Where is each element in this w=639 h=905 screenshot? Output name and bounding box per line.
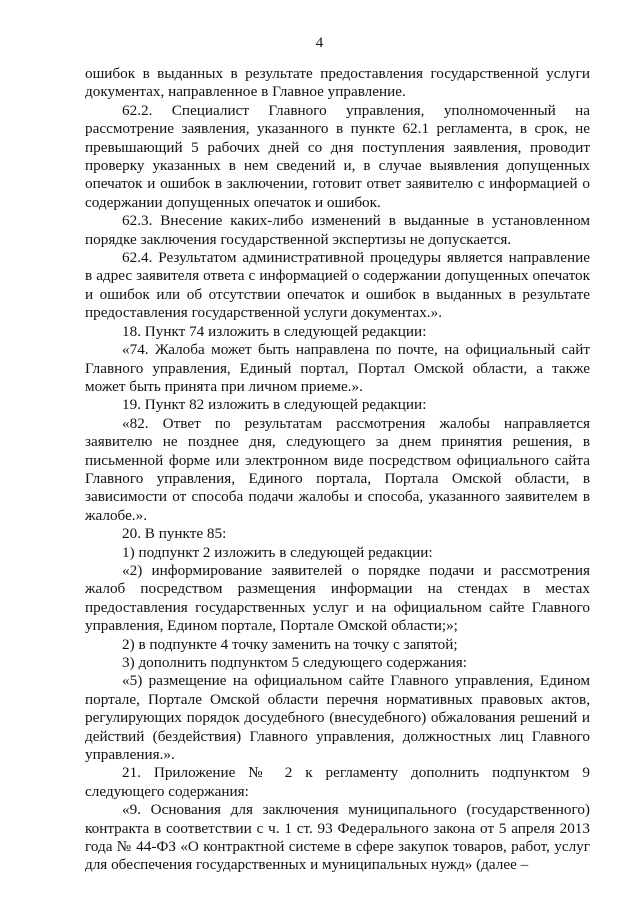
paragraph-subitem-2: 2) в подпункте 4 точку заменить на точку с запятой; <box>122 635 458 653</box>
document-body <box>85 65 590 875</box>
paragraph-quote-74: «74. Жалоба может быть направлена по почте, на официальный сайт Главного управления, Единый портал, Портал Омской области, а также может быть принята при личном приеме.». <box>85 341 590 395</box>
paragraph-item-21: 21. Приложение № 2 к регламенту дополнить подпунктом 9 следующего содержания: <box>85 764 590 800</box>
page-number: 4 <box>315 35 324 51</box>
paragraph-subitem-3: 3) дополнить подпунктом 5 следующего содержания: <box>122 654 467 671</box>
paragraph-item-20: 20. В пункте 85: <box>122 525 227 543</box>
paragraph-62-3: 62.3. Внесение каких-либо изменений в выданные в установленном порядке заключения государственной экспертизы не допускается. <box>85 212 590 248</box>
paragraph-quote-82: «82. Ответ по результатам рассмотрения жалобы направляется заявителю не позднее дня, следующего за днем принятия решения, в письменной форме или электронном виде посредством официального сайта Главного управления, Единого портала, Портала Омской области, в зависимости от способа подачи жалобы и способа, указанного заявителем в жалобе.». <box>85 414 590 524</box>
paragraph-quote-5: «5) размещение на официальном сайте Главного управления, Едином портале, Портале Омской области перечня нормативных правовых актов, регулирующих порядок досудебного (внесудебного) обжалования решений и действий (бездействия) Главного управления, должностных лиц Главного управления.». <box>85 672 590 764</box>
paragraph-subitem-1: 1) подпункт 2 изложить в следующей редакции: <box>122 543 433 561</box>
paragraph-quote-2: «2) информирование заявителей о порядке подачи и рассмотрения жалоб посредством размещения информации на стендах в местах предоставления государственных услуг и на официальном сайте Главного управления, Едином портале, Портале Омской области;»; <box>85 561 590 635</box>
paragraph-62-2: 62.2. Специалист Главного управления, уполномоченный на рассмотрение заявления, указанного в пункте 62.1 регламента, в срок, не превышающий 5 рабочих дней со дня поступления заявления, проводит проверку указанных в нем сведений и, в случае выявления допущенных опечаток и ошибок в заключении, готовит ответ заявителю с информацией о содержании допущенных опечаток и ошибок. <box>85 101 590 211</box>
paragraph-62-4: 62.4. Результатом административной процедуры является направление в адрес заявителя ответа с информацией о содержании допущенных опечаток и ошибок или об отсутствии опечаток и ошибок в выданных в результате предоставления государственной услуги документах.». <box>85 249 590 322</box>
paragraph-item-19: 19. Пункт 82 изложить в следующей редакции: <box>122 396 427 414</box>
paragraph-continuation: ошибок в выданных в результате предоставления государственной услуги документах, направленное в Главное управление. <box>85 65 590 101</box>
paragraph-item-18: 18. Пункт 74 изложить в следующей редакции: <box>122 322 427 340</box>
paragraph-quote-9: «9. Основания для заключения муниципального (государственного) контракта в соответствии с ч. 1 ст. 93 Федерального закона от 5 апреля 2013 года № 44-ФЗ «О контрактной системе в сфере закупок товаров, работ, услуг для обеспечения государственных и муниципальных нужд» (далее – <box>85 801 590 874</box>
